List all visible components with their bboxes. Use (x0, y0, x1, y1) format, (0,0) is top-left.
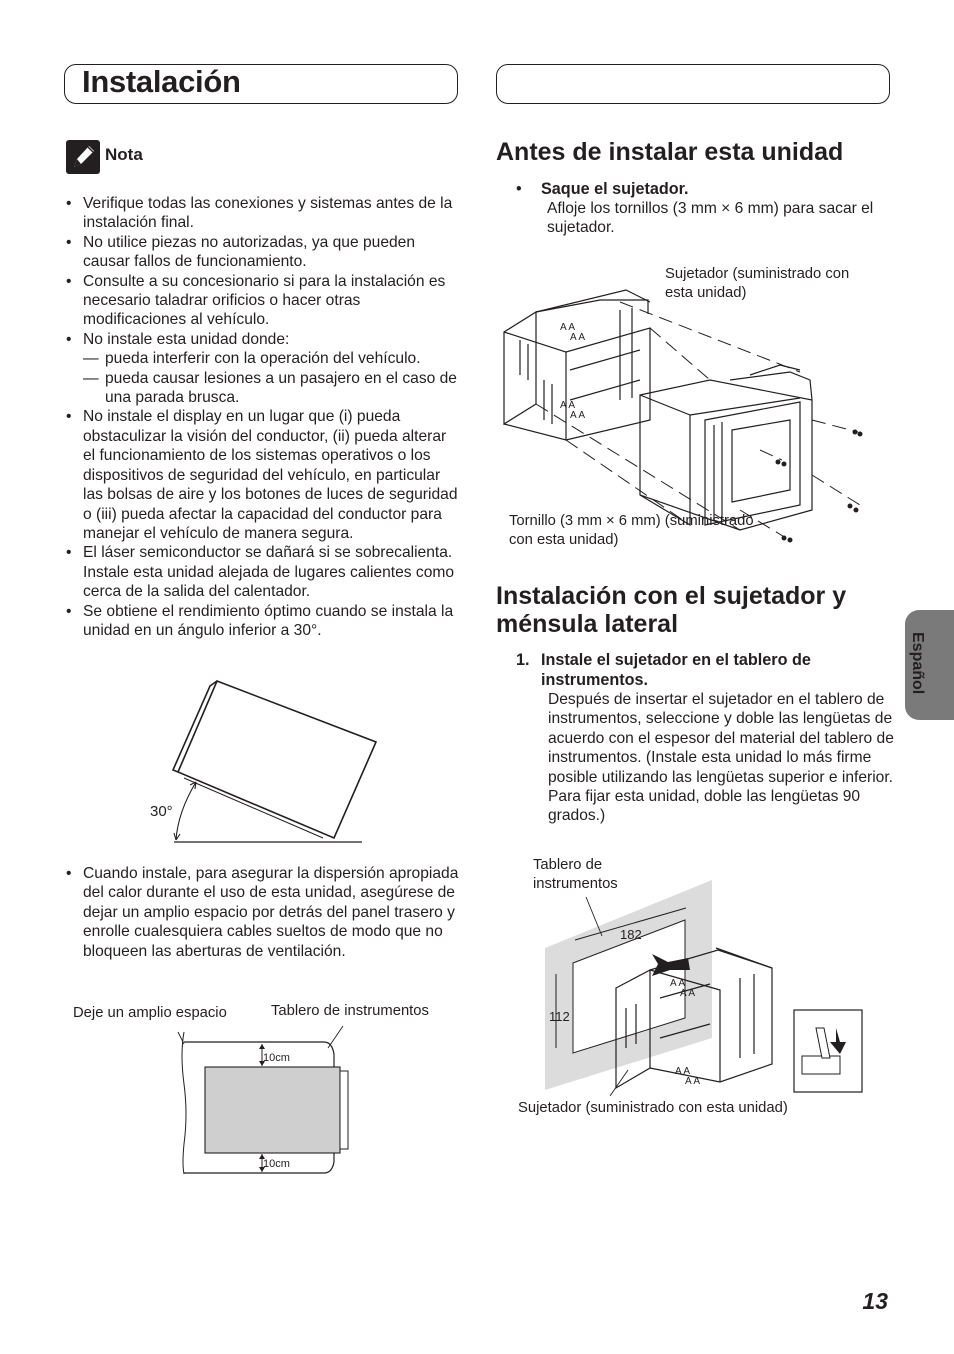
list-item: • No utilice piezas no autorizadas, ya que pueden causar fallos de funcionamiento. (64, 233, 460, 272)
page-number: 13 (862, 1288, 888, 1314)
svg-text:A A: A A (685, 1076, 701, 1087)
section-header-box-right (496, 64, 890, 104)
list-item: • Verifique todas las conexiones y sistemas antes de la instalación final. (64, 194, 460, 233)
step-title: Instale el sujetador en el tablero de instrumentos. (541, 651, 811, 689)
step-text: Afloje los tornillos (3 mm × 6 mm) para sacar el sujetador. (547, 200, 874, 237)
note-label: Nota (105, 145, 143, 164)
list-item: • No instale el display en un lugar que (i) pueda obstaculizar la visión del conductor, (ii) pueda alterar el funcionamiento de los sistemas operativos o los dispositivos de seguridad del vehículo, en particular las bolsas de aire y los botones de luces de seguridad o (iii) pueda afectar la capacidad del conductor para manejar el vehículo de manera segura. (64, 407, 460, 543)
holder-label: Sujetador (suministrado con esta unidad) (665, 266, 850, 301)
step-remove-holder: • Saque el sujetador. Afloje los tornillos (3 mm × 6 mm) para sacar el sujetador. (516, 179, 896, 238)
dashboard-label: Tablero de instrumentos (533, 857, 618, 892)
step-number: 1. (516, 651, 530, 669)
list-item: • Se obtiene el rendimiento óptimo cuando se instala la unidad en un ángulo inferior a 30°. (64, 602, 460, 641)
list-item: • El láser semiconductor se dañará si se sobrecalienta. Instale esta unidad alejada de lugares calientes como cerca de la salida del calentador. (64, 543, 460, 601)
list-item: • Cuando instale, para asegurar la dispersión apropiada del calor durante el uso de esta unidad, asegúrese de dejar un amplio espacio por detrás del panel trasero y enrolle cualesquiera cables sueltos de modo que no bloqueen las aberturas de ventilación. (64, 864, 460, 961)
svg-text:A A: A A (560, 400, 576, 411)
svg-text:A A: A A (570, 410, 586, 421)
sub-list-item: — pueda interferir con la operación del vehículo. (83, 349, 460, 368)
step-title: Saque el sujetador. (541, 180, 689, 198)
heading-install-holder: Instalación con el sujetador y ménsula lateral (496, 582, 847, 638)
dim-top-label: 10cm (263, 1052, 290, 1064)
svg-text:A A: A A (570, 332, 586, 343)
step-text: Después de insertar el sujetador en el tablero de instrumentos, seleccione y doble las lengüetas de acuerdo con el espesor del material del tablero de instrumentos. (Instale esta unidad lo más firme posible utilizando las lengüetas superior e inferior. Para fijar esta unidad, doble las lengüetas 90 grados.) (548, 691, 894, 825)
svg-text:A A: A A (560, 322, 576, 333)
dim-height-label: 112 (549, 1009, 570, 1024)
dim-bottom-label: 10cm (263, 1158, 290, 1170)
holder-removal-diagram (500, 280, 880, 550)
page-title: Instalación (82, 64, 241, 99)
ventilation-note (64, 864, 460, 961)
heading-before-install: Antes de instalar esta unidad (496, 138, 844, 166)
sub-list-item: — pueda causar lesiones a un pasajero en el caso de una parada brusca. (83, 369, 460, 408)
space-figure (170, 1024, 370, 1184)
language-tab-label: Español (909, 632, 926, 695)
space-caption: Deje un amplio espacio (73, 1005, 227, 1021)
svg-text:A A: A A (670, 978, 686, 989)
note-icon (66, 140, 100, 174)
svg-text:A A: A A (675, 1066, 691, 1077)
list-item: • Consulte a su concesionario si para la instalación es necesario taladrar orificios o hacer otras modificaciones al vehículo. (64, 272, 460, 330)
dim-width-label: 182 (620, 927, 642, 942)
angle-label: 30° (150, 803, 173, 820)
step-1 (516, 650, 896, 826)
svg-text:A A: A A (680, 988, 696, 999)
list-item-text: No instale esta unidad donde: (83, 330, 290, 348)
dashboard-install-diagram (540, 878, 870, 1100)
note-list (64, 194, 460, 640)
angle-figure (140, 672, 400, 852)
dashboard-caption: Tablero de instrumentos (271, 1003, 429, 1019)
screw-label: Tornillo (3 mm × 6 mm) (suministrado con esta unidad) (509, 513, 754, 548)
list-item (64, 330, 460, 408)
holder-label-2: Sujetador (suministrado con esta unidad) (518, 1100, 788, 1116)
